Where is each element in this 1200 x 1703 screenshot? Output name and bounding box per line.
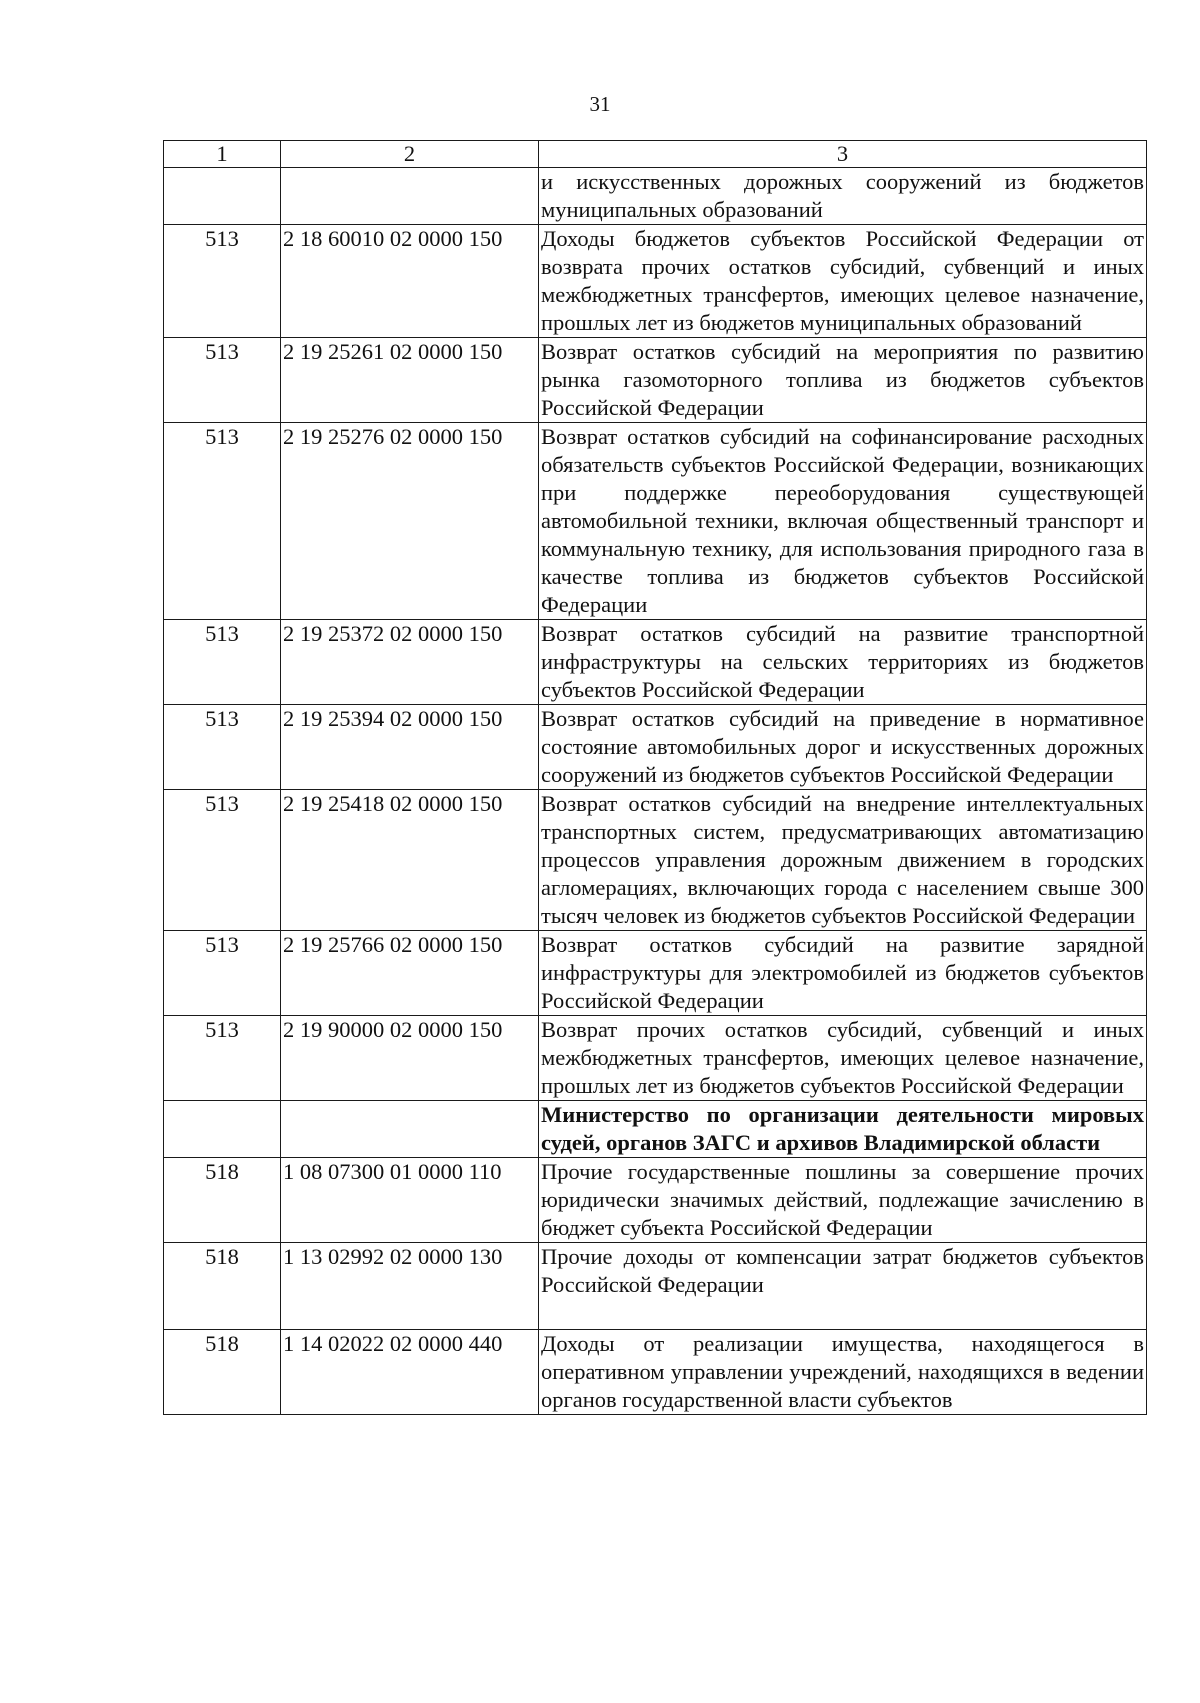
revenue-codes-table (163, 140, 1147, 1415)
table-row (164, 338, 1147, 423)
table-row (164, 620, 1147, 705)
description-cell: Прочие доходы от компенсации затрат бюджетов субъектов Российской Федерации (539, 1243, 1147, 1330)
admin-code-cell: 513 (164, 790, 281, 931)
description-cell: Доходы бюджетов субъектов Российской Федерации от возврата прочих остатков субсидий, субвенций и иных межбюджетных трансфертов, имеющих целевое назначение, прошлых лет из бюджетов муниципальных образований (539, 225, 1147, 338)
description-cell: и искусственных дорожных сооружений из бюджетов муниципальных образований (539, 168, 1147, 225)
admin-code-cell: 513 (164, 705, 281, 790)
table-row (164, 705, 1147, 790)
revenue-code-cell: 2 19 25766 02 0000 150 (281, 931, 539, 1016)
column-header-1: 1 (164, 141, 281, 168)
table-row (164, 1330, 1147, 1415)
revenue-code-cell: 2 19 25276 02 0000 150 (281, 423, 539, 620)
revenue-code-cell: 1 13 02992 02 0000 130 (281, 1243, 539, 1330)
column-header-3: 3 (539, 141, 1147, 168)
admin-code-cell: 513 (164, 423, 281, 620)
description-cell: Возврат остатков субсидий на приведение в нормативное состояние автомобильных дорог и искусственных дорожных сооружений из бюджетов субъектов Российской Федерации (539, 705, 1147, 790)
admin-code-cell: 518 (164, 1330, 281, 1415)
table-row (164, 790, 1147, 931)
admin-code-cell: 513 (164, 338, 281, 423)
description-cell: Возврат остатков субсидий на мероприятия по развитию рынка газомоторного топлива из бюджетов субъектов Российской Федерации (539, 338, 1147, 423)
admin-code-cell: 513 (164, 1016, 281, 1101)
table-row (164, 1158, 1147, 1243)
column-header-2: 2 (281, 141, 539, 168)
revenue-code-cell: 1 14 02022 02 0000 440 (281, 1330, 539, 1415)
admin-code-cell: 513 (164, 620, 281, 705)
revenue-code-cell (281, 1101, 539, 1158)
table-row (164, 931, 1147, 1016)
admin-code-cell (164, 1101, 281, 1158)
table-row (164, 225, 1147, 338)
revenue-code-cell: 2 19 25261 02 0000 150 (281, 338, 539, 423)
table-row (164, 1243, 1147, 1330)
revenue-code-cell: 2 19 25418 02 0000 150 (281, 790, 539, 931)
admin-code-cell: 518 (164, 1158, 281, 1243)
page-number: 31 (589, 92, 611, 116)
table-row (164, 423, 1147, 620)
description-cell: Возврат остатков субсидий на софинансирование расходных обязательств субъектов Российской Федерации, возникающих при поддержке переоборудования существующей автомобильной техники, включая общественный транспорт и коммунальную технику, для использования природного газа в качестве топлива из бюджетов субъектов Российской Федерации (539, 423, 1147, 620)
table-row (164, 168, 1147, 225)
description-cell: Возврат прочих остатков субсидий, субвенций и иных межбюджетных трансфертов, имеющих целевое назначение, прошлых лет из бюджетов субъектов Российской Федерации (539, 1016, 1147, 1101)
description-cell: Возврат остатков субсидий на развитие транспортной инфраструктуры на сельских территориях из бюджетов субъектов Российской Федерации (539, 620, 1147, 705)
table-row (164, 1101, 1147, 1158)
description-cell: Возврат остатков субсидий на развитие зарядной инфраструктуры для электромобилей из бюджетов субъектов Российской Федерации (539, 931, 1147, 1016)
table-body (164, 168, 1147, 1415)
description-cell: Возврат остатков субсидий на внедрение интеллектуальных транспортных систем, предусматривающих автоматизацию процессов управления дорожным движением в городских агломерациях, включающих города с населением свыше 300 тысяч человек из бюджетов субъектов Российской Федерации (539, 790, 1147, 931)
description-cell: Прочие государственные пошлины за совершение прочих юридически значимых действий, подлежащие зачислению в бюджет субъекта Российской Федерации (539, 1158, 1147, 1243)
revenue-code-cell: 2 19 25372 02 0000 150 (281, 620, 539, 705)
admin-code-cell: 513 (164, 931, 281, 1016)
revenue-code-cell: 2 19 25394 02 0000 150 (281, 705, 539, 790)
admin-code-cell: 513 (164, 225, 281, 338)
description-cell: Доходы от реализации имущества, находящегося в оперативном управлении учреждений, находящихся в ведении органов государственной власти субъектов (539, 1330, 1147, 1415)
table-row (164, 1016, 1147, 1101)
admin-code-cell (164, 168, 281, 225)
section-heading-cell: Министерство по организации деятельности мировых судей, органов ЗАГС и архивов Владимирской области (539, 1101, 1147, 1158)
revenue-code-cell: 2 18 60010 02 0000 150 (281, 225, 539, 338)
revenue-code-cell (281, 168, 539, 225)
admin-code-cell: 518 (164, 1243, 281, 1330)
table-header-row (164, 141, 1147, 168)
revenue-code-cell: 2 19 90000 02 0000 150 (281, 1016, 539, 1101)
revenue-code-cell: 1 08 07300 01 0000 110 (281, 1158, 539, 1243)
